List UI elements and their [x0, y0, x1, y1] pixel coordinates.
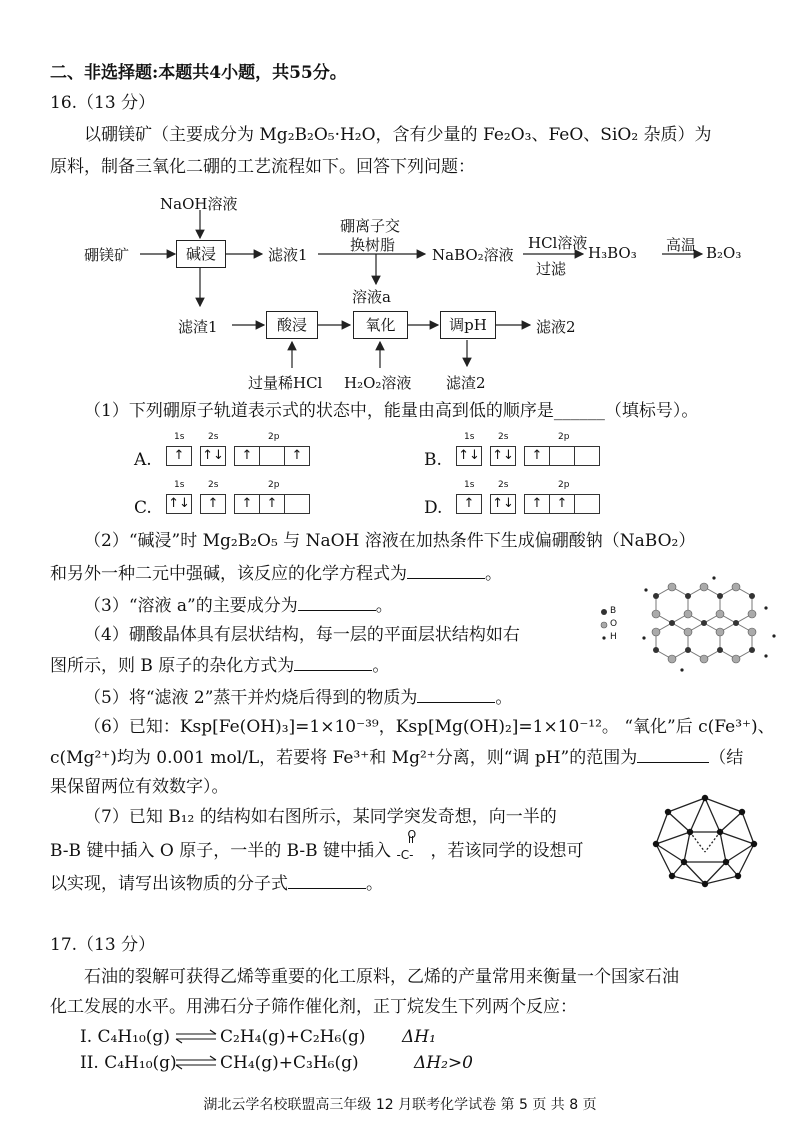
q17-reaction-1-right: C₂H₄(g)+C₂H₆(g): [220, 1027, 366, 1047]
answer-blank-7[interactable]: [288, 872, 366, 889]
orbital-1s-box: ↑↓: [166, 494, 192, 514]
q17-reaction-1-left: I. C₄H₁₀(g): [80, 1027, 170, 1047]
orbital-1s-box: ↑↓: [456, 446, 482, 466]
legend-h-label: H: [610, 632, 617, 642]
flow-residue-2: 滤渣2: [446, 374, 486, 392]
q16-intro-line2: 原料，制备三氧化二硼的工艺流程如下。回答下列问题：: [50, 157, 475, 177]
flow-box-acid-leach: 酸浸: [266, 311, 318, 339]
boric-acid-structure-drawing: [596, 574, 780, 682]
flow-arrows: [0, 0, 800, 400]
orbital-2p-box-3: [574, 494, 600, 514]
orbital-1s-box: ↑: [456, 494, 482, 514]
orbital-header-2p: 2p: [268, 480, 280, 490]
question-16-title: 16.（13 分）: [50, 93, 156, 113]
answer-blank-3[interactable]: [298, 594, 376, 611]
q16-part6-line2: [50, 746, 743, 769]
answer-blank-5[interactable]: [417, 686, 495, 703]
q16-part5-end: 。: [495, 688, 513, 708]
q16-part4-end: 。: [372, 656, 390, 676]
q16-part6-tail: （结: [709, 748, 744, 768]
option-d-label: D.: [424, 498, 443, 518]
option-c-label: C.: [134, 498, 152, 518]
q16-part2-line2: [50, 562, 502, 585]
carbonyl-double-bond: [409, 836, 413, 843]
flow-raw-ore: 硼镁矿: [84, 246, 130, 264]
orbital-2p-box-1: ↑: [234, 494, 260, 514]
q17-reaction-2-right: CH₄(g)+C₃H₆(g): [220, 1053, 359, 1073]
section-header: 二、非选择题:本题共4小题，共55分。: [50, 63, 347, 83]
q17-reaction-2-enthalpy: ΔH₂>0: [414, 1053, 473, 1073]
orbital-header-1s: 1s: [464, 432, 475, 442]
q16-part3-text: （3）“溶液 a”的主要成分为: [84, 596, 298, 616]
flow-h2o2-solution: H₂O₂溶液: [344, 374, 412, 392]
orbital-2p-box-3: [284, 494, 310, 514]
flow-box-oxidation: 氧化: [353, 311, 408, 339]
orbital-2p-box-3: [574, 446, 600, 466]
q16-part6-text: c(Mg²⁺)均为 0.001 mol/L，若要将 Fe³⁺和 Mg²⁺分离，则“调 pH”的范围为: [50, 748, 638, 768]
q16-part6-line3: 果保留两位有效数字）。: [50, 777, 229, 797]
orbital-header-1s: 1s: [174, 480, 185, 490]
orbital-2p-box-2: ↑: [259, 494, 285, 514]
flow-residue-1: 滤渣1: [178, 318, 218, 336]
flow-box-alkali-leach: 碱浸: [176, 240, 226, 268]
flow-high-temperature: 高温: [666, 236, 697, 254]
flow-b2o3: B₂O₃: [706, 244, 742, 262]
legend-b-label: B: [610, 606, 617, 616]
orbital-header-2p: 2p: [268, 432, 280, 442]
orbital-2s-box: ↑↓: [490, 494, 516, 514]
orbital-2s-box: ↑↓: [490, 446, 516, 466]
q17-line2: 化工发展的水平。用沸石分子筛作催化剂，正丁烷发生下列两个反应：: [50, 997, 577, 1017]
orbital-header-1s: 1s: [174, 432, 185, 442]
orbital-header-2p: 2p: [558, 480, 570, 490]
flow-naoh-solution: NaOH溶液: [160, 195, 238, 213]
q16-part7-text: B-B 键中插入 O 原子，一半的 B-B 键中插入: [50, 841, 392, 861]
orbital-header-2s: 2s: [208, 480, 219, 490]
q16-part7-text2: ，若该同学的设想可: [430, 841, 584, 861]
flow-filtration: 过滤: [536, 260, 567, 278]
orbital-2p-box-2: ↑: [549, 494, 575, 514]
orbital-header-2s: 2s: [208, 432, 219, 442]
orbital-header-2p: 2p: [558, 432, 570, 442]
q16-part5: [84, 686, 512, 709]
orbital-2s-box: ↑↓: [200, 446, 226, 466]
q16-part2-text: 和另外一种二元中强碱，该反应的化学方程式为: [50, 564, 407, 584]
flow-h3bo3: H₃BO₃: [588, 244, 637, 262]
orbital-2p-box-2: [549, 446, 575, 466]
orbital-2s-box: ↑: [200, 494, 226, 514]
orbital-header-2s: 2s: [498, 432, 509, 442]
q16-part7-line3: [50, 872, 383, 895]
legend-o-label: O: [610, 619, 618, 629]
q16-part7-line2: [50, 828, 584, 862]
answer-blank-6[interactable]: [637, 746, 709, 763]
flow-excess-dilute-hcl: 过量稀HCl: [248, 374, 323, 392]
q17-reaction-1-enthalpy: ΔH₁: [402, 1027, 436, 1047]
q16-part2-end: 。: [485, 564, 502, 584]
q16-part4-line2: [50, 654, 389, 677]
q16-part6-line1: （6）已知：Ksp[Fe(OH)₃]=1×10⁻³⁹，Ksp[Mg(OH)₂]=1×10⁻¹²。 “氧化”后 c(Fe³⁺)、: [84, 717, 775, 737]
q16-part4-line1: （4）硼酸晶体具有层状结构，每一层的平面层状结构如右: [84, 625, 520, 645]
orbital-2p-box-1: ↑: [234, 446, 260, 466]
flow-filtrate-2: 滤液2: [536, 318, 576, 336]
b12-structure-figure: [650, 792, 760, 888]
flow-nabo2-solution: NaBO₂溶液: [432, 246, 514, 264]
page-footer: 湖北云学名校联盟高三年级 12 月联考化学试卷 第 5 页 共 8 页: [203, 1097, 597, 1113]
flow-ion-exchange-line1: 硼离子交: [340, 217, 401, 235]
flow-hcl-solution: HCl溶液: [528, 234, 588, 252]
process-flow-diagram: [0, 0, 800, 400]
answer-blank-4[interactable]: [294, 654, 372, 671]
q16-part5-text: （5）将“滤液 2”蒸干并灼烧后得到的物质为: [84, 688, 418, 708]
boric-acid-layer-figure: [596, 574, 780, 682]
q17-line1: 石油的裂解可获得乙烯等重要的化工原料，乙烯的产量常用来衡量一个国家石油: [84, 967, 679, 987]
question-17-title: 17.（13 分）: [50, 935, 156, 955]
orbital-header-1s: 1s: [464, 480, 475, 490]
q16-part2-line1: （2）“碱浸”时 Mg₂B₂O₅ 与 NaOH 溶液在加热条件下生成偏硼酸钠（NaBO₂）: [84, 531, 696, 551]
b12-icosahedron-drawing: [650, 792, 760, 888]
orbital-1s-box: ↑: [166, 446, 192, 466]
option-a-label: A.: [134, 450, 152, 470]
q16-part4-text: 图所示，则 B 原子的杂化方式为: [50, 656, 295, 676]
flow-ion-exchange-line2: 换树脂: [350, 236, 396, 254]
flow-filtrate-1: 滤液1: [268, 246, 308, 264]
q17-reaction-2-left: II. C₄H₁₀(g): [80, 1053, 177, 1073]
orbital-2p-box-3: ↑: [284, 446, 310, 466]
orbital-2p-box-1: ↑: [524, 494, 550, 514]
q16-part7-line1: （7）已知 B₁₂ 的结构如右图所示，某同学突发奇想，向一半的: [84, 807, 557, 827]
q16-part1: （1）下列硼原子轨道表示式的状态中，能量由高到低的顺序是______（填标号）。: [84, 401, 699, 421]
carbonyl-carbon: -C-: [396, 848, 414, 862]
carbonyl-oxygen: O: [407, 828, 417, 841]
orbital-header-2s: 2s: [498, 480, 509, 490]
orbital-2p-box-2: [259, 446, 285, 466]
flow-solution-a: 溶液a: [352, 288, 391, 306]
q16-part7-text3: 以实现，请写出该物质的分子式: [50, 874, 288, 894]
carbonyl-group: [396, 828, 430, 862]
q16-part3-end: 。: [375, 596, 393, 616]
q16-part7-end: 。: [366, 874, 383, 894]
option-b-label: B.: [424, 450, 442, 470]
answer-blank-2[interactable]: [407, 562, 485, 579]
orbital-2p-box-1: ↑: [524, 446, 550, 466]
q16-intro-line1: 以硼镁矿（主要成分为 Mg₂B₂O₅·H₂O，含有少量的 Fe₂O₃、FeO、SiO₂ 杂质）为: [84, 125, 712, 145]
flow-box-adjust-ph: 调pH: [440, 311, 496, 339]
q16-part3: [84, 594, 393, 617]
